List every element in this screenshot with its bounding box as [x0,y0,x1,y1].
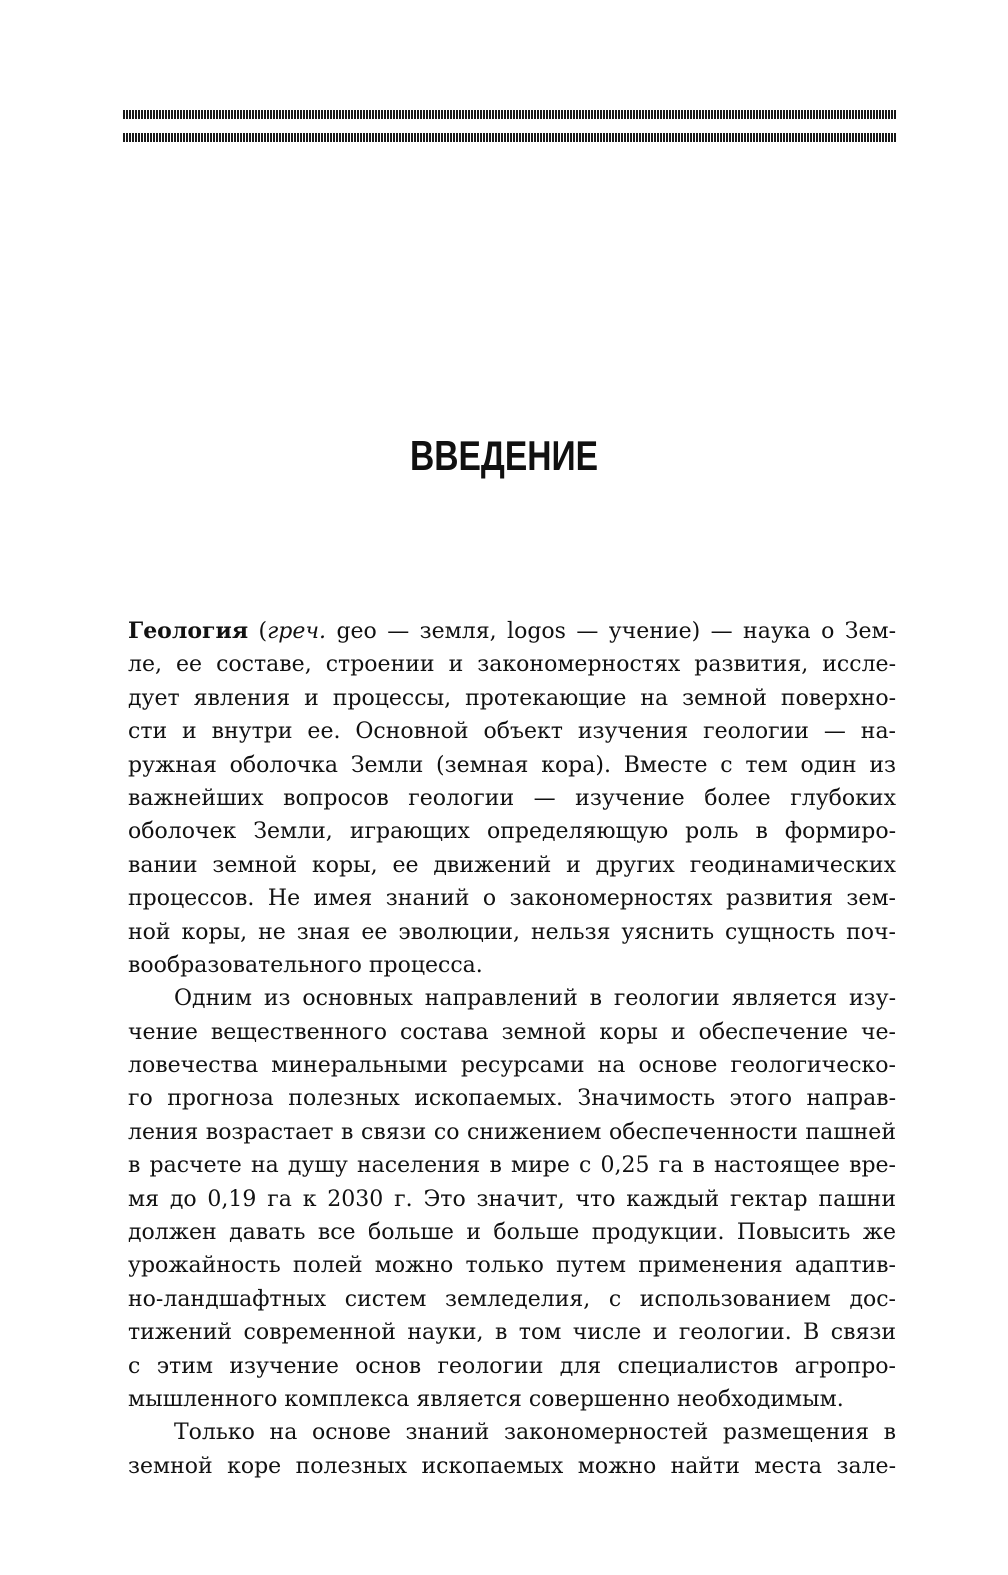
paragraph-line: дует явления и процессы, протекающие на земной поверхно- [128,685,896,711]
chapter-heading: ВВЕДЕНИЕ [409,432,599,479]
first-line-rest: geo — земля, logos — учение) — наука о Зем- [326,619,896,644]
paragraph-line: должен давать все больше и больше продукции. Повысить же [128,1220,896,1246]
header-rule-bottom [123,133,897,142]
paragraph-line: чение вещественного состава земной коры и обеспечение че- [128,1019,896,1045]
paragraph-line: ления возрастает в связи со снижением обеспеченности пашней [128,1119,896,1145]
paragraph-line: го прогноза полезных ископаемых. Значимость этого направ- [128,1086,896,1112]
paragraph-line: ловечества минеральными ресурсами на основе геологическо- [128,1053,896,1079]
paragraph-line: в расчете на душу населения в мире с 0,25 га в настоящее вре- [128,1153,896,1179]
paragraph-line: мя до 0,19 га к 2030 г. Это значит, что каждый гектар пашни [128,1186,896,1212]
paragraph-line: ле, ее составе, строении и закономерностях развития, иссле- [128,652,896,678]
paragraph-line: земной коре полезных ископаемых можно найти места зале- [128,1453,896,1479]
paragraph-line: процессов. Не имея знаний о закономерностях развития зем- [128,886,896,912]
body-text [128,615,896,1483]
paragraph-line: Одним из основных направлений в геологии является изу- [174,986,896,1012]
paragraph-line: тижений современной науки, в том числе и геологии. В связи [128,1320,896,1346]
paragraph-line: важнейших вопросов геологии — изучение более глубоких [128,785,896,811]
paragraph-line: мышленного комплекса является совершенно необходимым. [128,1386,844,1412]
paragraph-line: Только на основе знаний закономерностей размещения в [174,1420,896,1446]
paragraph-line: ружная оболочка Земли (земная кора). Вместе с тем один из [128,752,896,778]
paragraph-line: оболочек Земли, играющих определяющую роль в формиро- [128,819,896,845]
paragraph-2 [128,982,896,1416]
paragraph-line: вании земной коры, ее движений и других геодинамических [128,852,896,878]
greek-abbreviation: греч. [267,619,327,644]
term-geology: Геология [128,618,249,644]
paragraph-line: урожайность полей можно только путем применения адаптив- [128,1253,896,1279]
paragraph-line: но-ландшафтных систем земледелия, с использованием дос- [128,1286,896,1312]
paragraph-line: с этим изучение основ геологии для специалистов агропро- [128,1353,896,1379]
paragraph-line: вообразовательного процесса. [128,952,483,978]
paragraph-line [128,615,896,648]
header-rule-top [123,110,897,119]
paragraph-1 [128,615,896,982]
paragraph-line: ной коры, не зная ее эволюции, нельзя уяснить сущность поч- [128,919,896,945]
paragraph-3 [128,1416,896,1483]
paragraph-line: сти и внутри ее. Основной объект изучения геологии — на- [128,719,896,745]
open-paren: ( [248,619,268,644]
